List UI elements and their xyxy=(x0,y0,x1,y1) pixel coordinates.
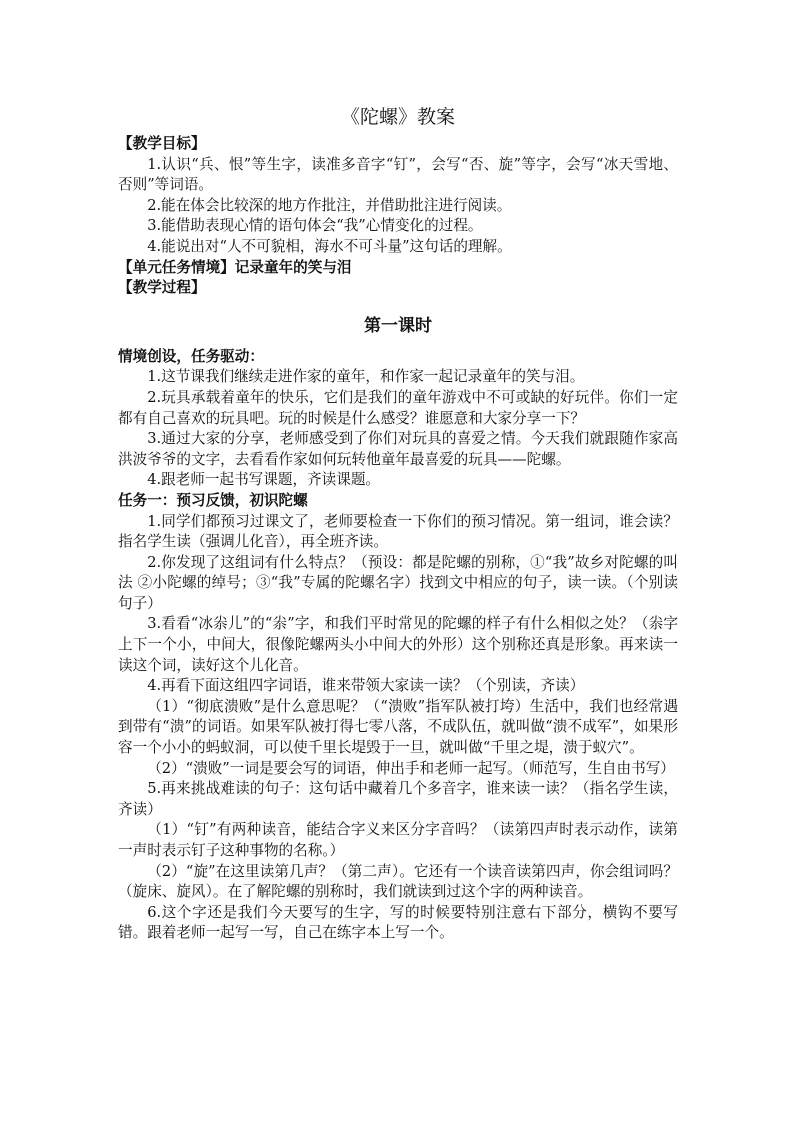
task1-item-4: 4.再看下面这组四字词语，谁来带领大家读一读？（个别读，齐读） xyxy=(147,677,585,695)
task1-item-4-sub-2: （2）“溃败”一词是要会写的词语，伸出手和老师一起写。（师范写，生自由书写） xyxy=(147,759,675,777)
process-heading: 【教学过程】 xyxy=(118,279,206,297)
task1-item-5-sub-2: （2）“旋”在这里读第几声？（第二声）。它还有一个读音读第四声，你会组词吗？（旋床、旋风）。在了解陀螺的别称时，我们就读到过这个字的两种读音。 xyxy=(118,862,678,901)
document-title: 《陀螺》教案 xyxy=(340,106,455,128)
task1-heading: 任务一：预习反馈，初识陀螺 xyxy=(118,491,308,509)
task1-item-5: 5.再来挑战难读的句子：这句话中藏着几个多音字，谁来读一读？（指名学生读，齐读） xyxy=(118,780,678,818)
intro-item-1: 1.这节课我们继续走进作家的童年，和作家一起记录童年的笑与泪。 xyxy=(147,368,585,386)
goal-item-1: 1.认识“兵、恨”等生字，读准多音字“钉”，会写“否、旋”等字，会写“冰天雪地、否则”等词语。 xyxy=(118,155,678,194)
task1-item-5-sub-1: （1）“钉”有两种读音，能结合字义来区分字音吗？（读第四声时表示动作，读第一声时表示钉子这种事物的名称。） xyxy=(118,821,678,859)
unit-task-heading: 【单元任务情境】记录童年的笑与泪 xyxy=(118,258,352,276)
intro-item-2: 2.玩具承载着童年的快乐，它们是我们的童年游戏中不可或缺的好玩伴。你们一定都有自己喜欢的玩具吧。玩的时候是什么感受？谁愿意和大家分享一下？ xyxy=(118,388,678,427)
intro-item-4: 4.跟老师一起书写课题，齐读课题。 xyxy=(147,471,381,489)
goal-item-2: 2.能在体会比较深的地方作批注，并借助批注进行阅读。 xyxy=(147,196,512,214)
task1-item-4-sub-1: （1）“彻底溃败”是什么意思呢？（“溃败”指军队被打垮）生活中，我们也经常遇到带有“溃”的词语。如果军队被打得七零八落，不成队伍，就叫做“溃不成军”，如果形容一个小小的蚂蚁洞，可以使千里长堤毁于一旦，就叫做“千里之堤，溃于蚁穴”。 xyxy=(118,697,678,757)
intro-item-3: 3.通过大家的分享，老师感受到了你们对玩具的喜爱之情。今天我们就跟随作家高洪波爷爷的文字，去看看作家如何玩转他童年最喜爱的玩具——陀螺。 xyxy=(118,430,678,468)
task1-item-1: 1.同学们都预习过课文了，老师要检查一下你们的预习情况。第一组词，谁会读？指名学生读（强调儿化音），再全班齐读。 xyxy=(118,512,678,551)
document-body xyxy=(118,104,678,944)
task1-item-2: 2.你发现了这组词有什么特点？（预设：都是陀螺的别称，①“我”故乡对陀螺的叫法 ②小陀螺的绰号；③“我”专属的陀螺名字）找到文中相应的句子，读一读。（个别读句子） xyxy=(118,553,678,612)
task1-item-3: 3.看看“冰尜儿”的“尜”字，和我们平时常见的陀螺的样子有什么相似之处？（尜字上下一个小，中间大，很像陀螺两头小中间大的外形）这个别称还真是形象。再来读一读这个词，读好这个儿化音。 xyxy=(118,615,678,674)
goal-item-4: 4.能说出对“人不可貌相，海水不可斗量”这句话的理解。 xyxy=(147,237,512,255)
goal-item-3: 3.能借助表现心情的语句体会“我”心情变化的过程。 xyxy=(147,217,483,235)
lesson-heading: 第一课时 xyxy=(364,315,432,336)
task1-item-6: 6.这个字还是我们今天要写的生字，写的时候要特别注意右下部分，横钩不要写错。跟着老师一起写一写，自己在练字本上写一个。 xyxy=(118,903,678,942)
intro-heading: 情境创设，任务驱动： xyxy=(118,347,264,365)
goals-heading: 【教学目标】 xyxy=(118,135,206,152)
